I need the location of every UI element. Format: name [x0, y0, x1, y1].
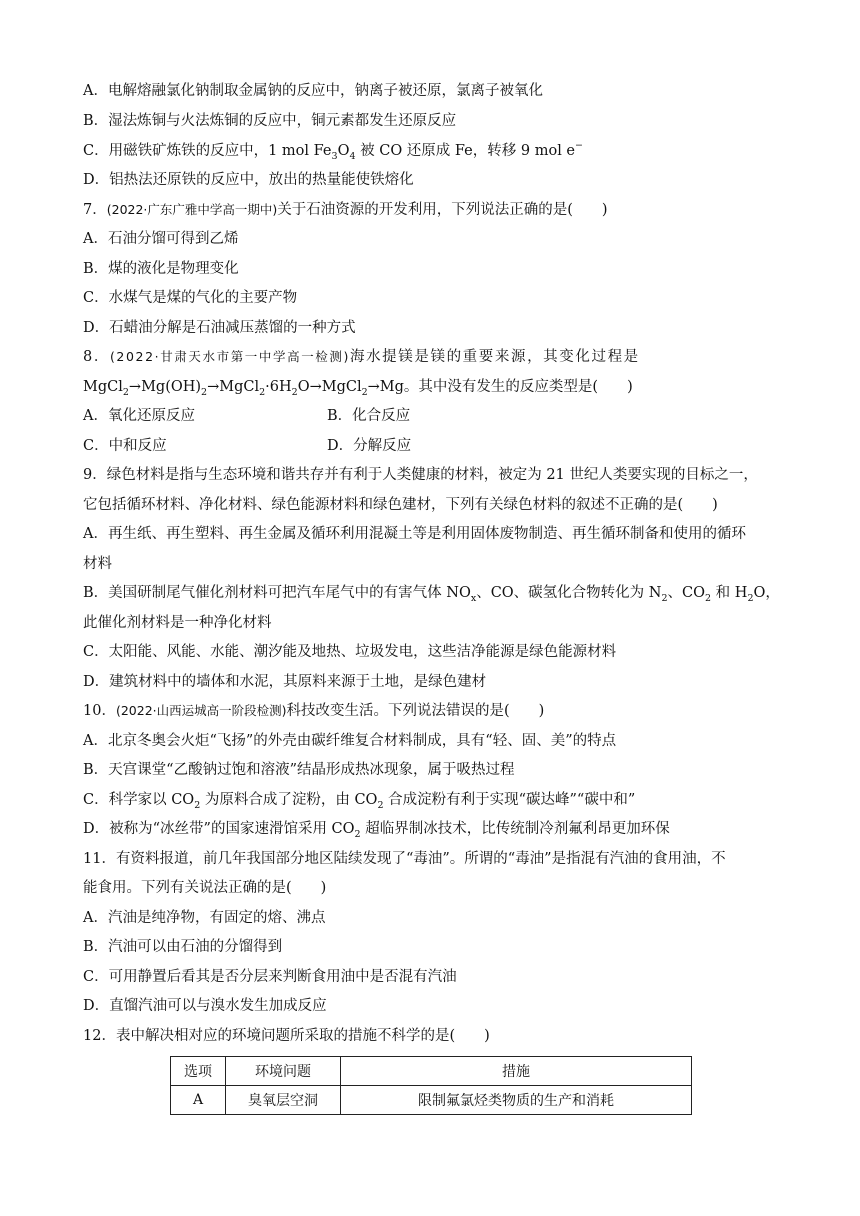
text-run: 合成淀粉有利于实现“碳达峰”“碳中和”: [383, 792, 636, 808]
q9-option-b-line1: [83, 583, 783, 603]
q8-chain: [83, 377, 783, 397]
subscript: 2: [201, 386, 208, 398]
subscript: 2: [705, 592, 712, 604]
q9-option-a-line2: 材料: [83, 556, 112, 572]
q12-table: [170, 1056, 692, 1115]
table-cell: A: [171, 1086, 226, 1115]
text-run: 和 H: [711, 585, 748, 601]
q11-stem-line2: 能食用。下列有关说法正确的是( ): [83, 880, 327, 896]
q6-option-b: B．湿法炼铜与火法炼铜的反应中，铜元素都发生还原反应: [83, 113, 457, 129]
q7-source: (2022·广东广雅中学高一期中): [106, 202, 278, 217]
text-run: MgCl: [83, 379, 123, 395]
text-run: →Mg。其中没有发生的反应类型是( ): [367, 379, 633, 395]
subscript: 2: [194, 799, 201, 811]
table-header-row: [171, 1057, 692, 1086]
text-run: →MgCl: [207, 379, 260, 395]
table-header-cell: 选项: [171, 1057, 226, 1086]
q8-stem: 8．(2022·甘肃天水市第一中学高一检测)海水提镁是镁的重要来源，其变化过程是: [83, 349, 640, 365]
text-run: C．科学家以 CO: [83, 792, 195, 808]
q10-option-c: [83, 790, 783, 810]
text-run: 、CO: [667, 585, 706, 601]
q8-source: (2022·甘肃天水市第一中学高一检测): [109, 349, 350, 364]
subscript: 2: [354, 828, 361, 840]
q9-stem-line1: 9．绿色材料是指与生态环境和谐共存并有利于人类健康的材料，被定为 21 世纪人类要实现的目标之一，: [83, 467, 758, 483]
q10-option-d: [83, 819, 783, 839]
text-run: 、CO、碳氢化合物转化为 N: [476, 585, 662, 601]
q10-stem: 10．(2022·山西运城高一阶段检测)科技改变生活。下列说法错误的是( ): [83, 703, 545, 719]
q9-option-c: C．太阳能、风能、水能、潮汐能及地热、垃圾发电，这些洁净能源是绿色能源材料: [83, 644, 617, 660]
q9-option-a-line1: A．再生纸、再生塑料、再生金属及循环利用混凝土等是利用固体废物制造、再生循环制备和使用的循环: [83, 526, 746, 542]
q7-option-d: D．石蜡油分解是石油减压蒸馏的一种方式: [83, 320, 356, 336]
q9-option-d: D．建筑材料中的墙体和水泥，其原料来源于土地，是绿色建材: [83, 674, 487, 690]
q7-option-b: B．煤的液化是物理变化: [83, 261, 239, 277]
q11-option-b: B．汽油可以由石油的分馏得到: [83, 939, 283, 955]
text-run: 超临界制冰技术，比传统制冷剂氟利昂更加环保: [360, 821, 670, 837]
q11-option-c: C．可用静置后看其是否分层来判断食用油中是否混有汽油: [83, 969, 457, 985]
q8-option-b: B．化合反应: [327, 408, 411, 424]
text-run: →Mg(OH): [128, 379, 202, 395]
subscript: 2: [361, 386, 368, 398]
text-run: B．美国研制尾气催化剂材料可把汽车尾气中的有害气体 NO: [83, 585, 471, 601]
q6-option-d: D．铝热法还原铁的反应中，放出的热量能使铁熔化: [83, 172, 414, 188]
q8-option-a: A．氧化还原反应: [83, 408, 195, 424]
q12-stem: 12．表中解决相对应的环境问题所采取的措施不科学的是( ): [83, 1028, 490, 1044]
q8-option-c: C．中和反应: [83, 438, 167, 454]
text-run: D．被称为“冰丝带”的国家速滑馆采用 CO: [83, 821, 355, 837]
q11-option-a: A．汽油是纯净物，有固定的熔、沸点: [83, 910, 326, 926]
q6-option-c: C．用磁铁矿炼铁的反应中，1 mol $Fe_3O_4$ 被 CO 还原成 Fe，转移 9 mol e−: [83, 140, 583, 162]
q9-option-b-line2: 此催化剂材料是一种净化材料: [83, 615, 272, 631]
subscript: 2: [747, 592, 754, 604]
table-header-cell: 环境问题: [226, 1057, 341, 1086]
subscript: 2: [291, 386, 298, 398]
q10-option-b: B．天宫课堂“乙酸钠过饱和溶液”结晶形成热冰现象，属于吸热过程: [83, 762, 515, 778]
q10-source: (2022·山西运城高一阶段检测): [115, 703, 287, 718]
q7-option-a: A．石油分馏可得到乙烯: [83, 231, 239, 247]
subscript: 2: [661, 592, 668, 604]
table-header-cell: 措施: [341, 1057, 692, 1086]
q7-stem: 7．(2022·广东广雅中学高一期中)关于石油资源的开发利用，下列说法正确的是( ): [83, 202, 608, 218]
subscript: 2: [259, 386, 266, 398]
q7-option-c: C．水煤气是煤的气化的主要产物: [83, 290, 298, 306]
q6-option-a: A．电解熔融氯化钠制取金属钠的反应中，钠离子被还原，氯离子被氧化: [83, 83, 543, 99]
text-run: 为原料合成了淀粉，由 CO: [200, 792, 378, 808]
q9-stem-line2: 它包括循环材料、净化材料、绿色能源材料和绿色建材，下列有关绿色材料的叙述不正确的是( ): [83, 497, 718, 513]
table-cell: 臭氧层空洞: [226, 1086, 341, 1115]
q11-stem-line1: 11．有资料报道，前几年我国部分地区陆续发现了“毒油”。所谓的“毒油”是指混有汽油的食用油，不: [83, 851, 726, 867]
subscript: 2: [377, 799, 384, 811]
subscript: 2: [122, 386, 129, 398]
q8-option-d: D．分解反应: [327, 438, 412, 454]
text-run: O→MgCl: [297, 379, 362, 395]
table-cell: 限制氟氯烃类物质的生产和消耗: [341, 1086, 692, 1115]
q11-option-d: D．直馏汽油可以与溴水发生加成反应: [83, 998, 327, 1014]
text-run: O，: [753, 585, 780, 601]
q10-option-a: A．北京冬奥会火炬“飞扬”的外壳由碳纤维复合材料制成，具有“轻、固、美”的特点: [83, 733, 617, 749]
text-run: ·6H: [265, 379, 292, 395]
subscript: x: [470, 592, 477, 604]
table-row: [171, 1086, 692, 1115]
